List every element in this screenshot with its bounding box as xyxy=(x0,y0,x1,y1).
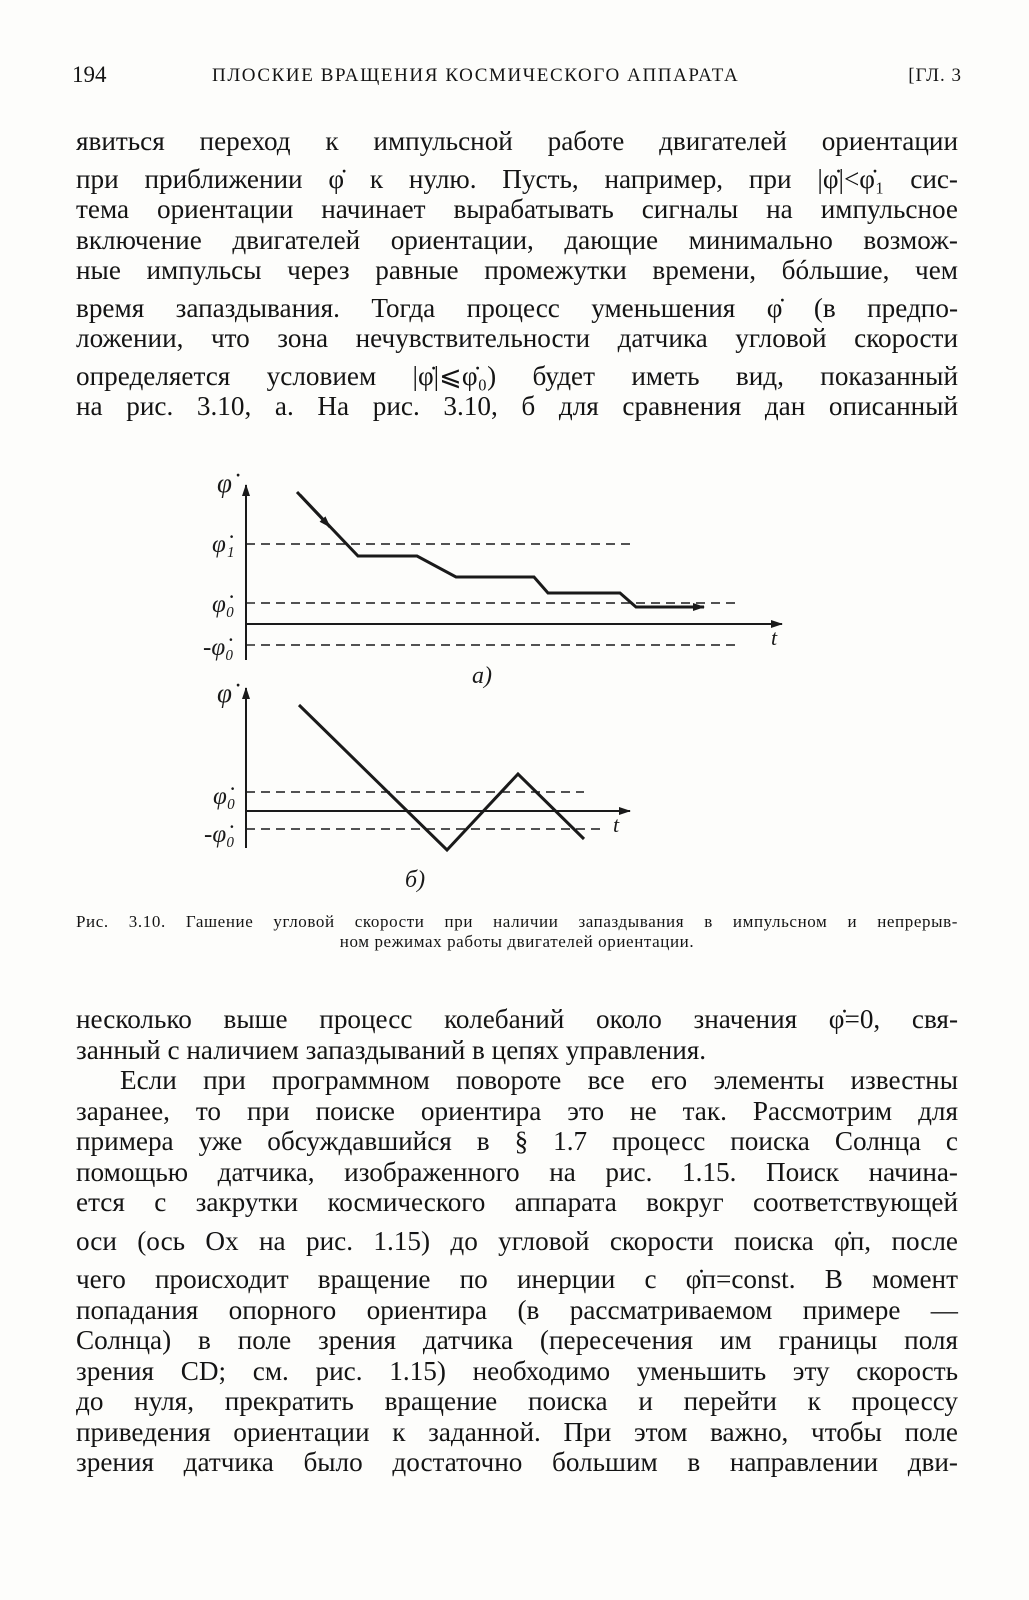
text-line: тема ориентации начинает вырабатывать сигналы на импульсное xyxy=(76,194,958,224)
panel-b-y-label: φ̇ xyxy=(217,678,232,708)
panel-b-level-label: -φ̇₀ xyxy=(204,821,235,848)
text-line: время запаздывания. Тогда процесс уменьшения φ̇ (в предпо- xyxy=(76,292,958,323)
chapter-marker: [ГЛ. 3 xyxy=(908,65,962,86)
text-line: Солнца) в поле зрения датчика (пересечения им границы поля xyxy=(76,1325,958,1355)
panel-a-direction-arrow xyxy=(300,495,330,527)
text-line: несколько выше процесс колебаний около значения φ̇=0, свя- xyxy=(76,1004,958,1034)
text-line: на рис. 3.10, а. На рис. 3.10, б для сравнения дан описанный xyxy=(76,391,958,421)
text-line: приведения ориентации к заданной. При этом важно, чтобы поле xyxy=(76,1416,958,1447)
panel-a xyxy=(203,468,782,689)
text-line: явиться переход к импульсной работе двигателей ориентации xyxy=(76,126,958,156)
text-line: включение двигателей ориентации, дающие минимально возмож- xyxy=(76,224,958,255)
panel-a-label: а) xyxy=(472,663,492,689)
text-line: попадания опорного ориентира (в рассматриваемом примере — xyxy=(76,1294,958,1325)
text-line: чего происходит вращение по инерции с φ̇п=const. В момент xyxy=(76,1264,958,1294)
text-line: ложении, что зона нечувствительности датчика угловой скорости xyxy=(76,323,958,353)
text-line: зрения датчика было достаточно большим в направлении дви- xyxy=(76,1447,958,1477)
figure-caption xyxy=(76,912,958,952)
caption-line: Рис. 3.10. Гашение угловой скорости при наличии запаздывания в импульсном и непрерыв- xyxy=(76,912,958,931)
text-line: при приближении φ̇ к нулю. Пусть, например, при |φ̇|<φ̇₁ сис- xyxy=(76,163,958,194)
figure-3-10 xyxy=(195,468,815,898)
panel-a-y-label: φ̇ xyxy=(217,468,232,498)
panel-b-x-label: t xyxy=(613,812,620,837)
text-line: Если при программном повороте все его элементы известны xyxy=(120,1065,958,1095)
panel-a-impulse-curve xyxy=(297,492,698,607)
panel-a-level-label: -φ̇₀ xyxy=(203,634,234,661)
paragraph-bottom xyxy=(76,1004,958,1478)
panel-a-x-label: t xyxy=(771,625,778,650)
text-line: до нуля, прекратить вращение поиска и перейти к процессу xyxy=(76,1386,958,1416)
text-line: ные импульсы через равные промежутки времени, бóльшие, чем xyxy=(76,255,958,285)
text-line: помощью датчика, изображенного на рис. 1.15. Поиск начина- xyxy=(76,1156,958,1187)
text-line: примера уже обсуждавшийся в § 1.7 процесс поиска Солнца с xyxy=(76,1126,958,1156)
text-line: зрения CD; см. рис. 1.15) необходимо уменьшить эту скорость xyxy=(76,1355,958,1386)
caption-line: ном режимах работы двигателей ориентации. xyxy=(339,932,695,951)
panel-a-level-label: φ̇₀ xyxy=(212,591,235,618)
text-line: ется с закрутки космического аппарата вокруг соответствующей xyxy=(76,1187,958,1217)
page-number: 194 xyxy=(72,62,107,87)
text-line: определяется условием |φ̇|⩽φ̇₀) будет иметь вид, показанный xyxy=(76,360,958,391)
text-line: занный с наличием запаздываний в цепях управления. xyxy=(76,1034,707,1065)
panel-b-label: б) xyxy=(405,867,426,893)
text-line: оси (ось Ox на рис. 1.15) до угловой скорости поиска φ̇п, после xyxy=(76,1225,958,1256)
paragraph-top xyxy=(76,126,958,422)
panel-a-level-label: φ̇₁ xyxy=(212,531,235,558)
panel-b-level-label: φ̇₀ xyxy=(213,783,236,810)
panel-b-oscillation-curve xyxy=(299,705,584,850)
running-title: ПЛОСКИЕ ВРАЩЕНИЯ КОСМИЧЕСКОГО АППАРАТА xyxy=(212,65,740,86)
panel-b xyxy=(204,678,630,893)
text-line: заранее, то при поиске ориентира это не так. Рассмотрим для xyxy=(76,1095,958,1126)
running-header xyxy=(72,62,962,96)
